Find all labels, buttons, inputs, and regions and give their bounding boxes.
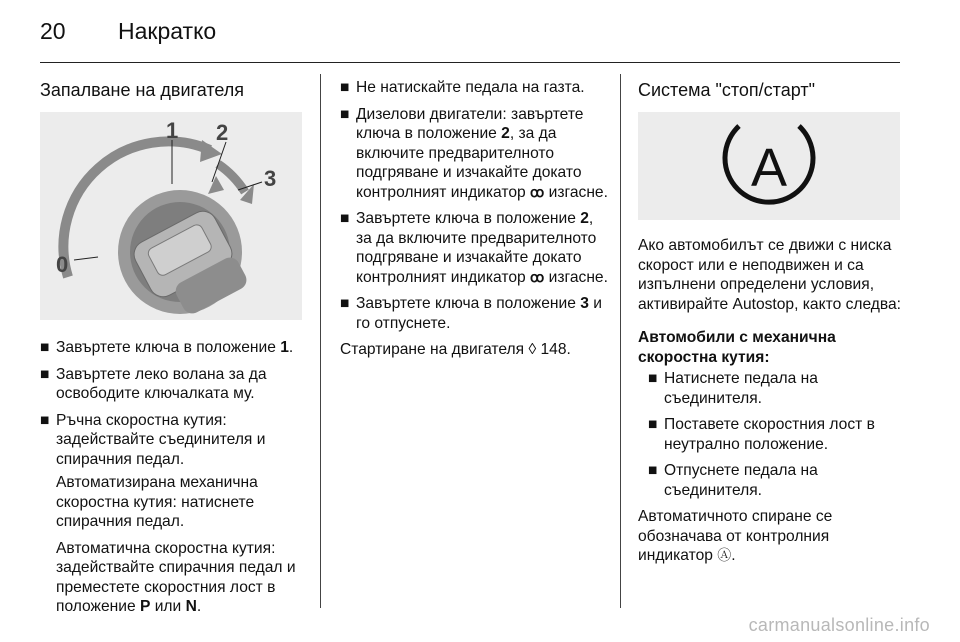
column-divider-1 <box>320 74 321 608</box>
autostop-closing: Автоматичното спиране се обозначава от контролния индикатор Ⓐ. <box>638 508 833 564</box>
ignition-steps-continued <box>340 78 610 333</box>
label-position-3: 3 <box>264 166 277 191</box>
column-3 <box>638 74 903 572</box>
page-header <box>40 18 216 45</box>
leader-2 <box>212 142 226 182</box>
glow-plug-icon: ꝏ <box>530 183 545 200</box>
bullet-square-icon: ■ <box>340 210 350 227</box>
section-heading-ignition: Запалване на двигателя <box>40 80 245 100</box>
autostop-icon <box>638 112 900 220</box>
watermark-footer: carmanualsonline.info <box>748 615 930 635</box>
bullet-square-icon: ■ <box>648 370 658 387</box>
section-heading-stop-start: Система "стоп/старт" <box>638 80 815 100</box>
list-item: ■ Завъртете ключа в положение 3 и го отпуснете. <box>340 295 602 332</box>
list-item: ■ Отпуснете педала на съединителя. <box>648 462 818 499</box>
label-position-0: 0 <box>56 252 69 277</box>
page-title: Накратко <box>118 18 217 44</box>
autostop-steps <box>638 369 903 500</box>
bullet-square-icon: ■ <box>340 105 350 123</box>
list-item: ■ Завъртете леко волана за да освободите ключалката му. <box>40 365 267 402</box>
bullet-square-icon: ■ <box>40 411 50 429</box>
cross-reference-link[interactable]: Стартиране на двигателя ◊ 148. <box>340 341 571 358</box>
paragraph-automatic: Автоматична скоростна кутия: задействайте спирачния педал и преместете скоростния лост в положение P или N. <box>56 539 296 615</box>
bullet-square-icon: ■ <box>340 295 350 312</box>
bullet-square-icon: ■ <box>40 339 50 356</box>
bullet-square-icon: ■ <box>648 416 658 433</box>
column-2 <box>340 74 610 366</box>
label-position-1: 1 <box>166 118 179 143</box>
column-divider-2 <box>620 74 621 608</box>
page-number: 20 <box>40 18 66 44</box>
leader-0 <box>74 257 98 260</box>
paragraph-amt: Автоматизирана механична скоростна кутия: натиснете спирачния педал. <box>56 474 258 530</box>
bullet-square-icon: ■ <box>340 79 350 96</box>
reference-arrow-icon: ◊ <box>528 341 537 358</box>
list-item: ■ Поставете скоростния лост в неутрално положение. <box>648 416 875 453</box>
glow-plug-icon: ꝏ <box>530 268 545 285</box>
autostop-indicator-icon: Ⓐ <box>717 547 732 563</box>
autostop-intro: Ако автомобилът се движи с ниска скорост или е неподвижен и са изпълнени определени условия, активирайте Autostop, както следва: <box>638 237 902 313</box>
bullet-square-icon: ■ <box>648 462 658 479</box>
list-item: ■ Ръчна скоростна кутия: задействайте съединителя и спирачния педал. <box>40 411 266 468</box>
ignition-switch-illustration <box>40 112 302 320</box>
manual-transmission-subheading: Автомобили с механична скоростна кутия: <box>638 329 836 366</box>
autostop-letter: A <box>750 138 788 198</box>
ignition-figure <box>40 112 302 320</box>
list-item: ■ Натиснете педала на съединителя. <box>648 370 818 407</box>
ignition-steps <box>40 338 315 469</box>
list-item: ■ Завъртете ключа в положение 1. <box>40 339 294 356</box>
autostop-figure <box>638 112 900 220</box>
column-1 <box>40 74 315 624</box>
list-item: ■ Дизелови двигатели: завъртете ключа в положение 2, за да включите предварителното подгряване и изчакайте докато контролният индикатор ꝏ изгасне. <box>340 105 608 201</box>
label-position-2: 2 <box>216 120 229 145</box>
list-item: ■ Не натискайте педала на газта. <box>340 79 585 96</box>
header-rule <box>40 62 900 63</box>
bullet-square-icon: ■ <box>40 365 50 383</box>
list-item: ■ Завъртете ключа в положение 2, за да включите предварителното подгряване и изчакайте докато контролният индикатор ꝏ изгасне. <box>340 210 608 286</box>
return-arrow <box>208 176 224 194</box>
